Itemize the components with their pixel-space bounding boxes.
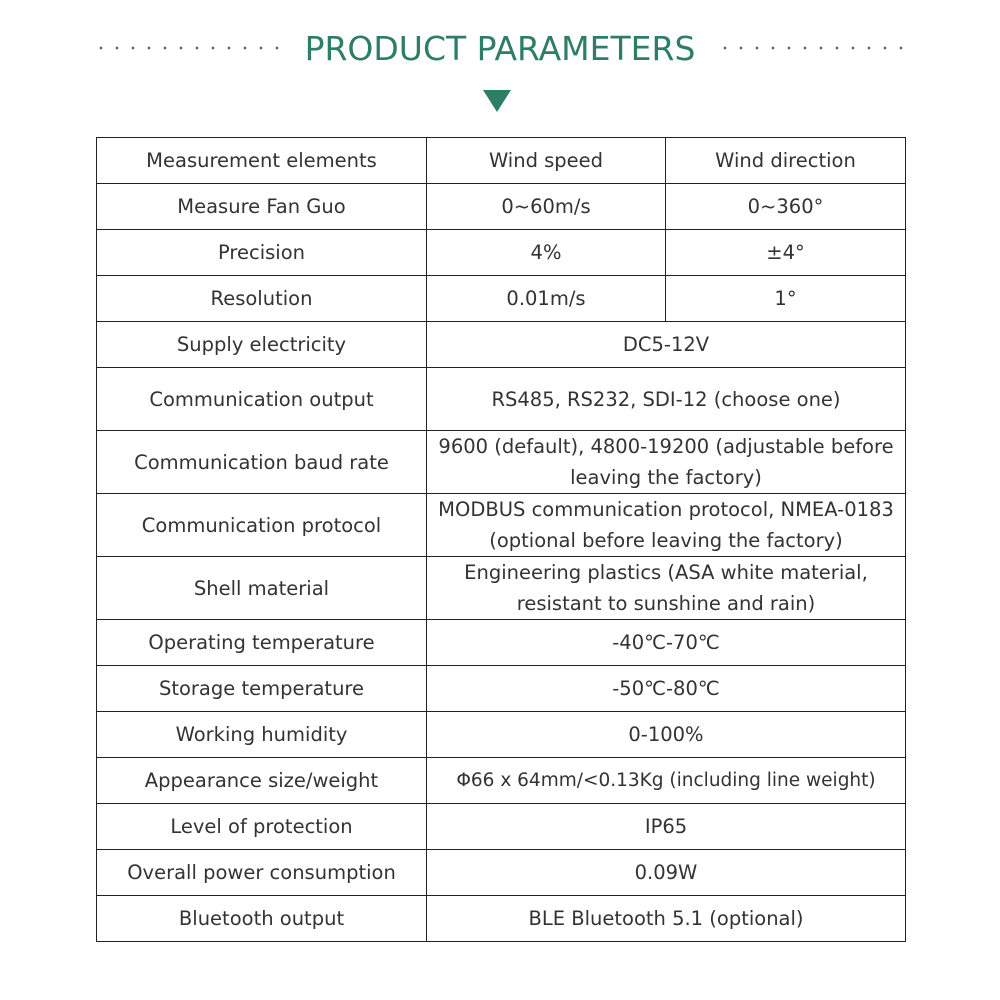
table-row (97, 230, 906, 276)
product-parameters-table (96, 137, 906, 942)
table-row (97, 494, 906, 557)
header-wind-direction-cell: Wind direction (666, 138, 906, 184)
row-value: Φ66 x 64mm/<0.13Kg (including line weight) (427, 758, 906, 804)
wind-direction-value: 0~360° (666, 184, 906, 230)
row-value: Engineering plastics (ASA white material, resistant to sunshine and rain) (427, 557, 906, 620)
row-label: Shell material (97, 557, 427, 620)
row-value: -50℃-80℃ (427, 666, 906, 712)
table-row (97, 850, 906, 896)
table-row (97, 666, 906, 712)
row-label: Working humidity (97, 712, 427, 758)
row-value: DC5-12V (427, 322, 906, 368)
row-value: 0-100% (427, 712, 906, 758)
wind-speed-value: 0~60m/s (427, 184, 666, 230)
row-label: Level of protection (97, 804, 427, 850)
row-label: Resolution (97, 276, 427, 322)
wind-direction-value: ±4° (666, 230, 906, 276)
row-label: Precision (97, 230, 427, 276)
right-dotted-divider (717, 46, 907, 50)
row-value: 9600 (default), 4800-19200 (adjustable before leaving the factory) (427, 431, 906, 494)
table-row (97, 896, 906, 942)
row-label: Storage temperature (97, 666, 427, 712)
header-label-cell: Measurement elements (97, 138, 427, 184)
row-label: Appearance size/weight (97, 758, 427, 804)
left-dotted-divider (93, 46, 283, 50)
row-value: BLE Bluetooth 5.1 (optional) (427, 896, 906, 942)
row-value: -40℃-70℃ (427, 620, 906, 666)
table-row (97, 368, 906, 431)
table-row (97, 557, 906, 620)
table-row (97, 431, 906, 494)
row-label: Communication protocol (97, 494, 427, 557)
row-label: Communication baud rate (97, 431, 427, 494)
table-header-row (97, 138, 906, 184)
wind-speed-value: 0.01m/s (427, 276, 666, 322)
table-row (97, 322, 906, 368)
row-label: Supply electricity (97, 322, 427, 368)
table-row (97, 184, 906, 230)
row-label: Overall power consumption (97, 850, 427, 896)
table-row (97, 712, 906, 758)
section-header (0, 22, 1000, 74)
row-value: 0.09W (427, 850, 906, 896)
table-row (97, 620, 906, 666)
table-row (97, 758, 906, 804)
row-value: RS485, RS232, SDI-12 (choose one) (427, 368, 906, 431)
wind-speed-value: 4% (427, 230, 666, 276)
row-label: Operating temperature (97, 620, 427, 666)
header-wind-speed-cell: Wind speed (427, 138, 666, 184)
down-triangle-icon (483, 90, 511, 112)
wind-direction-value: 1° (666, 276, 906, 322)
row-label: Measure Fan Guo (97, 184, 427, 230)
row-value: MODBUS communication protocol, NMEA-0183 (optional before leaving the factory) (427, 494, 906, 557)
row-value: IP65 (427, 804, 906, 850)
page-title: PRODUCT PARAMETERS (304, 28, 696, 68)
row-label: Bluetooth output (97, 896, 427, 942)
table-row (97, 276, 906, 322)
table-row (97, 804, 906, 850)
row-label: Communication output (97, 368, 427, 431)
